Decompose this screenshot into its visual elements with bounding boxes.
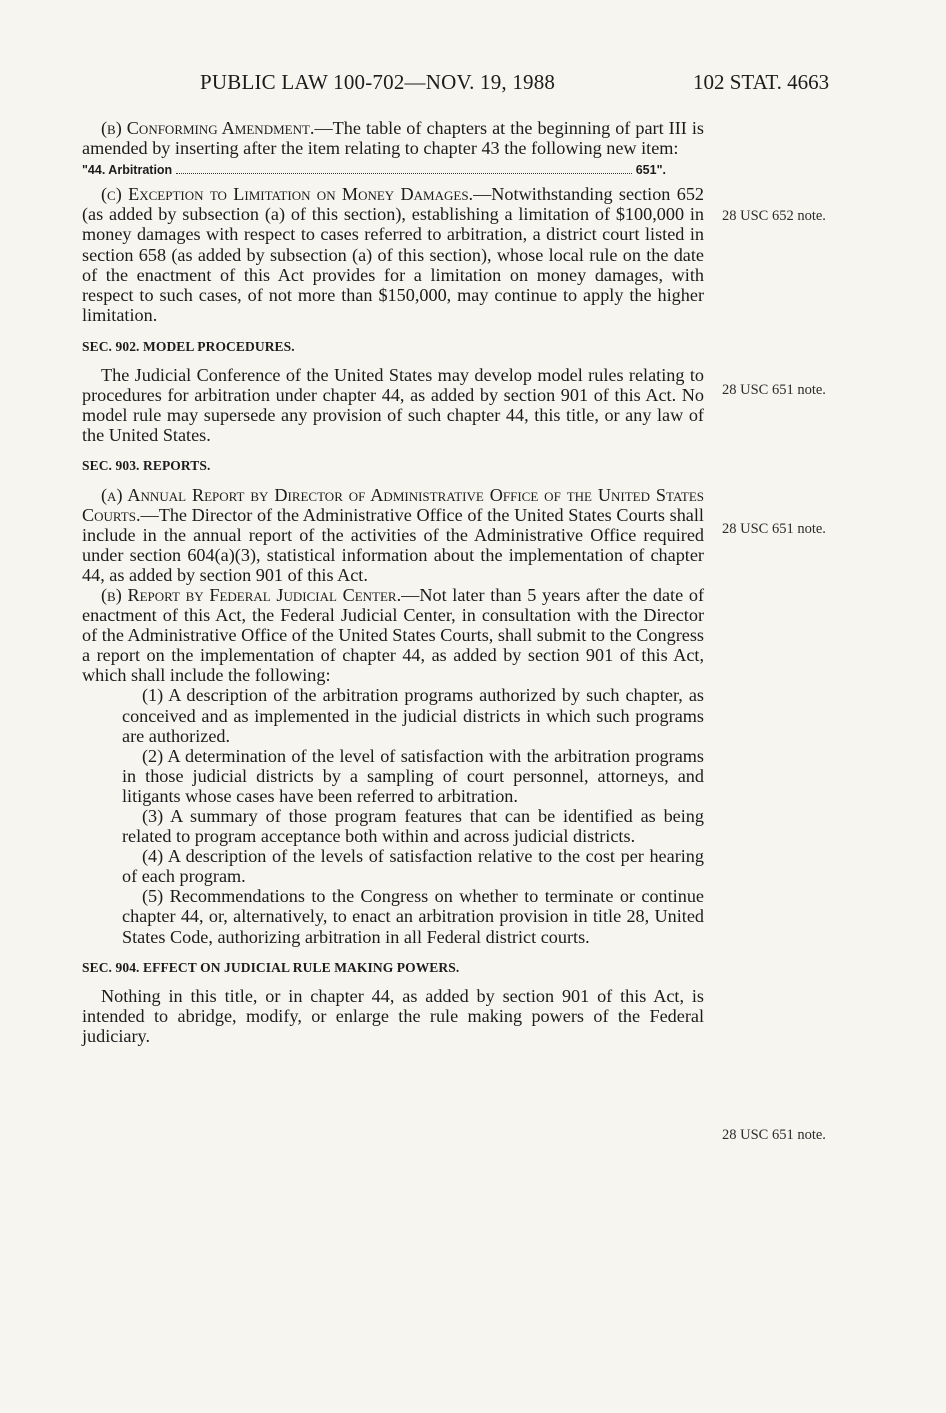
body-text <box>82 118 704 1046</box>
running-header-title: PUBLIC LAW 100-702—NOV. 19, 1988 <box>200 70 556 94</box>
table-of-chapters-item <box>82 160 704 180</box>
exception-text: —Notwithstanding section 652 (as added by subsection (a) of this section), establishing a limitation of $100,000 in money damages with respect to cases referred to arbitration, a district court listed in section 658 (as added by subsection (a) of this section), whose local rule on the date of the enactment of this Act provides for a limitation on money damages, with respect to such cases, of not more than $150,000, may continue to apply the higher limitation. <box>82 184 705 325</box>
margin-note-usc-651: 28 USC 651 note. <box>722 1127 826 1143</box>
sec-902-text: The Judicial Conference of the United States may develop model rules relating to procedures for arbitration under chapter 44, as added by section 901 of this Act. No model rule may supersede any provision of such chapter 44, this title, or any law of the United States. <box>82 365 704 446</box>
sec-904-heading: SEC. 904. EFFECT ON JUDICIAL RULE MAKING POWERS. <box>82 959 460 975</box>
margin-note-usc-651: 28 USC 651 note. <box>722 382 826 398</box>
sec-903-heading: SEC. 903. REPORTS. <box>82 458 211 474</box>
exception-paragraph <box>82 184 704 325</box>
toc-item-label: "44. Arbitration <box>82 163 173 178</box>
sec-903-b-text: —Not later than 5 years after the date of enactment of this Act, the Federal Judicial Center, in consultation with the Director of the Administrative Office of the United States Courts, shall submit to the Congress a report on the implementation of chapter 44, as added by section 901 of this Act, which shall include the following: <box>82 584 705 686</box>
sec-903-a-text: —The Director of the Administrative Office of the United States Courts shall include in the annual report of the activities of the Administrative Office required under section 604(a)(3), statistical information about the implementation of chapter 44, as added by section 901 of this Act. <box>82 504 704 585</box>
conforming-amendment-paragraph <box>82 118 704 158</box>
margin-note-usc-651: 28 USC 651 note. <box>722 521 826 537</box>
margin-note-usc-652: 28 USC 652 note. <box>722 208 826 224</box>
list-item: (2) A determination of the level of satisfaction with the arbitration programs in those judicial districts by a sampling of court personnel, attorneys, and litigants whose cases have been referred to arbitration. <box>122 745 704 806</box>
sec-904-text: Nothing in this title, or in chapter 44, as added by section 901 of this Act, is intended to abridge, modify, or enlarge the rule making powers of the Federal judiciary. <box>82 985 704 1046</box>
page-number: 102 STAT. 4663 <box>693 70 830 94</box>
toc-leader-dots <box>176 173 632 174</box>
conforming-amendment-text: —The table of chapters at the beginning of part III is amended by inserting after the item relating to chapter 43 the following new item: <box>82 118 704 159</box>
conforming-amendment-label: (b) Conforming Amendment. <box>101 118 315 138</box>
sec-902-heading: SEC. 902. MODEL PROCEDURES. <box>82 338 295 354</box>
sec-903-b-label: (b) Report by Federal Judicial Center. <box>101 584 402 605</box>
sec-903-a-paragraph <box>82 485 704 585</box>
sec-903-b-paragraph <box>82 585 704 685</box>
list-item: (4) A description of the levels of satisfaction relative to the cost per hearing of each program. <box>122 846 704 887</box>
list-item: (5) Recommendations to the Congress on whether to terminate or continue chapter 44, or, alternatively, to enact an arbitration provision in title 28, United States Code, authorizing arbitration in all Federal district courts. <box>122 886 704 947</box>
exception-label: (c) Exception to Limitation on Money Damages. <box>101 184 474 205</box>
sec-903-a-label: (a) Annual Report by Director of Administrative Office of the United States Courts. <box>82 484 704 525</box>
list-item: (1) A description of the arbitration programs authorized by such chapter, as conceived and as implemented in the judicial districts in which such programs are authorized. <box>122 685 704 746</box>
list-item: (3) A summary of those program features that can be identified as being related to program acceptance both within and across judicial districts. <box>122 806 704 847</box>
toc-item-page: 651". <box>635 163 666 178</box>
